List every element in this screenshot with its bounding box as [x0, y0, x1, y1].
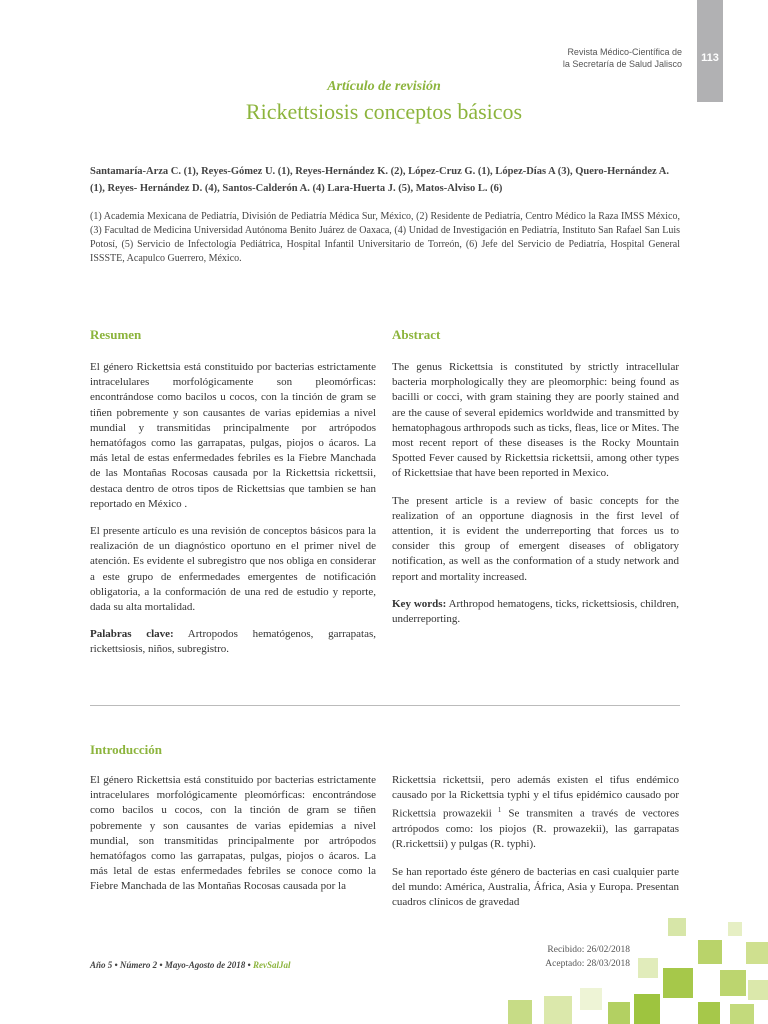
journal-line-2: la Secretaría de Salud Jalisco: [562, 59, 682, 69]
issue-text: Año 5 • Número 2 • Mayo-Agosto de 2018 •: [90, 960, 253, 970]
abstract-paragraph-2: The present article is a review of basic concepts for the realization of an opportune diagnosis in the first level of attention, it is evident the underreporting that forces us to consider this group of emergent diseases of obligatory notification, as well as the conformation of a study network and report and mortality increased.: [392, 494, 679, 583]
intro-text: Se transmiten a través de vectores artrópodos como: los piojos (R. prowazekii), las garrapatas (R.rickettsii) y pulgas (R. typhi).: [392, 808, 680, 851]
resumen-body: [90, 360, 376, 658]
decor-square: [698, 1002, 720, 1024]
decor-square: [638, 958, 658, 978]
keywords-label: Key words:: [392, 597, 447, 610]
intro-paragraph-1: El género Rickettsia está constituido por bacterias estrictamente intracelulares morfológicamente pleomórficas: encontrándose como bacilos u cocos, con la tinción de gram se tiñen pobremente y son causantes de varias epidemias a nivel mundial, son transmitidas principalmente por artrópodos hematófagos como las garrapatas, pulgas, piojos o ácaros. La más letal de estas enfermedades febriles se conoce como la Fiebre Manchada de las Montañas Rocosas causada por la: [90, 774, 376, 893]
keywords-label: Palabras clave:: [90, 628, 174, 641]
decor-square: [663, 968, 693, 998]
decor-square: [634, 994, 660, 1024]
decor-square: [748, 980, 768, 1000]
decor-square: [728, 922, 742, 936]
intro-heading: Introducción: [90, 742, 162, 757]
resumen-paragraph-2: El presente artículo es una revisión de conceptos básicos para la realización de un diagnóstico oportuno en el primer nivel de atención. Es evidente el subregistro que nos obliga en considerar a este grupo de enfermedades emergentes de notificación obligatoria, a la conformación de una red de estudio y reporte, dada su alta mortalidad.: [90, 525, 376, 614]
journal-line-1: Revista Médico-Científica de: [567, 47, 682, 57]
citation-sup: 1: [491, 806, 502, 815]
authors-line-2: (1), Reyes- Hernández D. (4), Santos-Calderón A. (4) Lara-Huerta J. (5), Matos-Alviso L. (6): [90, 183, 503, 194]
decor-square: [508, 1000, 532, 1024]
decor-square: [746, 942, 768, 964]
received-date: Recibido: 26/02/2018: [547, 945, 630, 955]
decor-square: [730, 1004, 754, 1024]
resumen-heading: Resumen: [90, 327, 142, 342]
authors: [90, 163, 680, 197]
journal-name: [522, 46, 682, 70]
abstract-paragraph-1: The genus Rickettsia is constituted by strictly intracellular bacteria morphologically they are pleomorphic: being found as bacilli or cocci, with gram staining they are poorly stained and are the cause of several epidemics worldwide and transmitted by hematophagous arthropods such as ticks, fleas, lice or Mites. The most recent report of these diseases is the Rocky Mountain Spotted Fever caused by Rickettsia rickettsii, among other types of Rickettsiae that have been reported in Mexico.: [392, 361, 679, 480]
page-number: 113: [701, 52, 719, 64]
abstract-body: [392, 360, 679, 627]
article-type: Artículo de revisión: [327, 79, 441, 94]
article-title: Rickettsiosis conceptos básicos: [245, 99, 523, 124]
keywords-text: Arthropod hematogens, ticks, rickettsiosis, children, underreporting.: [392, 597, 679, 626]
decor-square: [720, 970, 746, 996]
resumen-paragraph-1: El género Rickettsia está constituido por bacterias estrictamente intracelulares morfológicamente son pleomórficas: encontrándose como bacilos u cocos, con la tinción de gram se tiñen pobremente y son causantes de varias epidemias a nivel mundial y transmitidas principalmente por artrópodos hematófagos como las garrapatas, pulgas, piojos o ácaros. La más letal de estas enfermedades febriles es la Fiebre Manchada de las Montañas Rocosas causada por la Rickettsia rickettsii, destaca dentro de otros tipos de Rickettsias que tambien se han reportado en México .: [90, 361, 376, 510]
intro-left-column: [90, 773, 376, 895]
issue-info: [90, 960, 290, 970]
section-divider: [90, 705, 680, 706]
abstract-heading: Abstract: [392, 327, 441, 342]
affiliations: (1) Academia Mexicana de Pediatría, División de Pediatría Médica Sur, México, (2) Residente de Pediatría, Centro Médico la Raza IMSS México, (3) Facultad de Medicina Universidad Autónoma Benito Juárez de Oaxaca, (4) Unidad de Investigación en Pediatría, Instituto San Rafael San Luis Potosí, (5) Servicio de Infectología Pediátrica, Hospital Infantil Universitario de Torreón, (6) Jefe del Servicio de Pediatría, Hospital General ISSSTE, Acapulco Guerrero, México.: [90, 211, 680, 264]
keywords-text: Artropodos hematógenos, garrapatas, rickettsiosis, niños, subregistro.: [90, 628, 377, 656]
accepted-date: Aceptado: 28/03/2018: [545, 959, 630, 969]
decor-square: [608, 1002, 630, 1024]
intro-text: Rickettsia rickettsii, pero además existen el tifus endémico causado por la Rickettsia typhi y el tifus epidémico causado por Rickettsia prowazekii: [392, 774, 679, 821]
intro-right-column: [392, 773, 679, 910]
resumen-keywords: [90, 627, 376, 657]
abstract-keywords: [392, 597, 679, 627]
brand-name: RevSalJal: [252, 960, 291, 970]
decor-square: [544, 996, 572, 1024]
decor-square: [580, 988, 602, 1010]
decor-square: [668, 918, 686, 936]
intro-paragraph-3: Se han reportado éste género de bacterias en casi cualquier parte del mundo: América, Australia, África, Asia y Europa. Presentan cuadros clínicos de gravedad: [392, 865, 679, 909]
authors-line-1: Santamaría-Arza C. (1), Reyes-Gómez U. (1), Reyes-Hernández K. (2), López-Cruz G. (1), López-Días A (3), Quero-Hernández A.: [90, 166, 669, 177]
decor-square: [698, 940, 722, 964]
intro-paragraph-2: [392, 773, 679, 853]
decorative-pattern: [508, 918, 768, 1024]
